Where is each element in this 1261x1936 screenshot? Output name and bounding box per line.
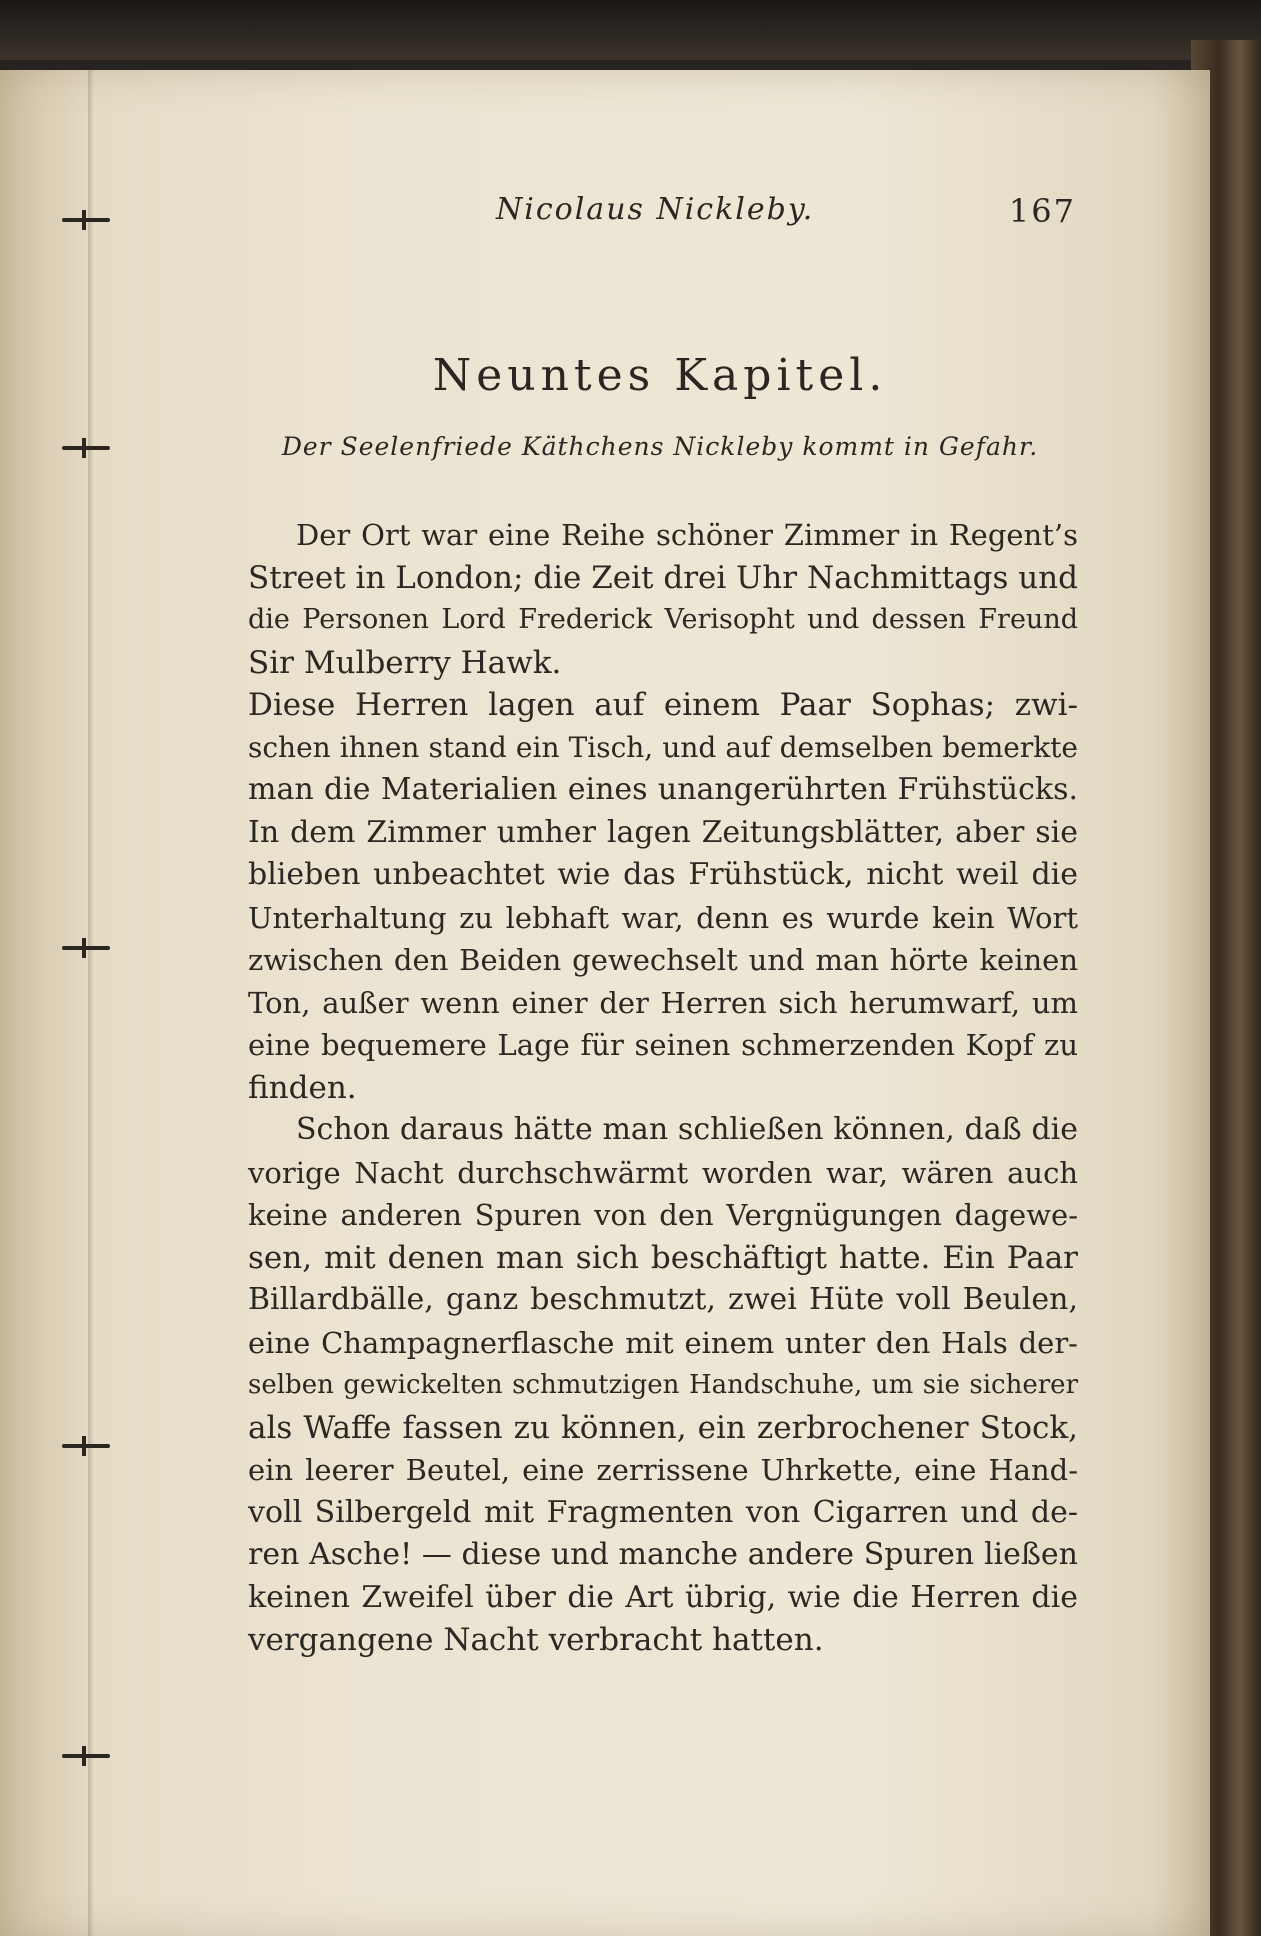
text-line: vergangene Nacht verbracht hatten.	[248, 1622, 824, 1658]
text-line: zwischen den Beiden gewechselt und man hörte keinen	[248, 943, 1078, 977]
chapter-subtitle: Der Seelenfriede Käthchens Nickleby kommt in Gefahr.	[281, 432, 1039, 461]
text-line: Street in London; die Zeit drei Uhr Nachmittags und	[248, 559, 1078, 596]
text-line: Unterhaltung zu lebhaft war, denn es wurde kein Wort	[248, 900, 1078, 935]
text-line: eine Champagnerflasche mit einem unter den Hals der-	[248, 1325, 1078, 1360]
text-line: Diese Herren lagen auf einem Paar Sophas; zwi-	[248, 687, 1078, 723]
text-line: die Personen Lord Frederick Verisopht und dessen Freund	[248, 604, 1078, 635]
binding-stitch	[62, 1444, 110, 1448]
book-cover-top	[0, 0, 1261, 60]
text-line: Billardbälle, ganz beschmutzt, zwei Hüte voll Beulen,	[248, 1282, 1078, 1317]
text-line: selben gewickelten schmutzigen Handschuhe, um sie sicherer	[248, 1370, 1078, 1400]
text-line: Ton, außer wenn einer der Herren sich herumwarf, um	[248, 985, 1078, 1020]
text-line: sen, mit denen man sich beschäftigt hatte. Ein Paar	[248, 1239, 1078, 1276]
running-title: Nicolaus Nickleby.	[496, 192, 815, 227]
text-line: man die Materialien eines unangerührten Frühstücks.	[248, 772, 1078, 807]
text-line: Der Ort war eine Reihe schöner Zimmer in Regent’s	[296, 518, 1078, 552]
text-line: eine bequemere Lage für seinen schmerzenden Kopf zu	[248, 1028, 1078, 1062]
text-line: ein leerer Beutel, eine zerrissene Uhrkette, eine Hand-	[248, 1453, 1078, 1487]
page-number: 167	[1008, 192, 1076, 230]
text-line: als Waffe fassen zu können, ein zerbrochener Stock,	[248, 1409, 1078, 1446]
text-line: voll Silbergeld mit Fragmenten von Cigarren und de-	[248, 1494, 1078, 1530]
paragraph	[248, 1109, 1078, 1662]
page-header	[496, 192, 1076, 240]
text-line: In dem Zimmer umher lagen Zeitungsblätter, aber sie	[248, 814, 1078, 850]
paragraph	[248, 684, 1078, 1109]
binding-stitch	[62, 218, 110, 222]
body-text	[248, 514, 1078, 1662]
text-line: vorige Nacht durchschwärmt worden war, wären auch	[248, 1155, 1078, 1190]
chapter-title: Neuntes Kapitel.	[432, 350, 888, 401]
paragraph	[248, 514, 1078, 684]
text-line: schen ihnen stand ein Tisch, und auf demselben bemerkte	[248, 730, 1078, 764]
text-line: finden.	[248, 1069, 357, 1106]
binding-stitch	[62, 946, 110, 950]
text-line: blieben unbeachtet wie das Frühstück, nicht weil die	[248, 857, 1078, 892]
text-line: keine anderen Spuren von den Vergnügungen dagewe-	[248, 1198, 1078, 1232]
page-gutter	[88, 70, 94, 1936]
binding-stitch	[62, 446, 110, 450]
text-line: Schon daraus hätte man schließen können, daß die	[296, 1112, 1078, 1147]
text-line: keinen Zweifel über die Art übrig, wie die Herren die	[248, 1579, 1078, 1615]
text-line: ren Asche! — diese und manche andere Spuren ließen	[248, 1537, 1078, 1572]
text-line: Sir Mulberry Hawk.	[248, 644, 562, 681]
binding-stitch	[62, 1754, 110, 1758]
